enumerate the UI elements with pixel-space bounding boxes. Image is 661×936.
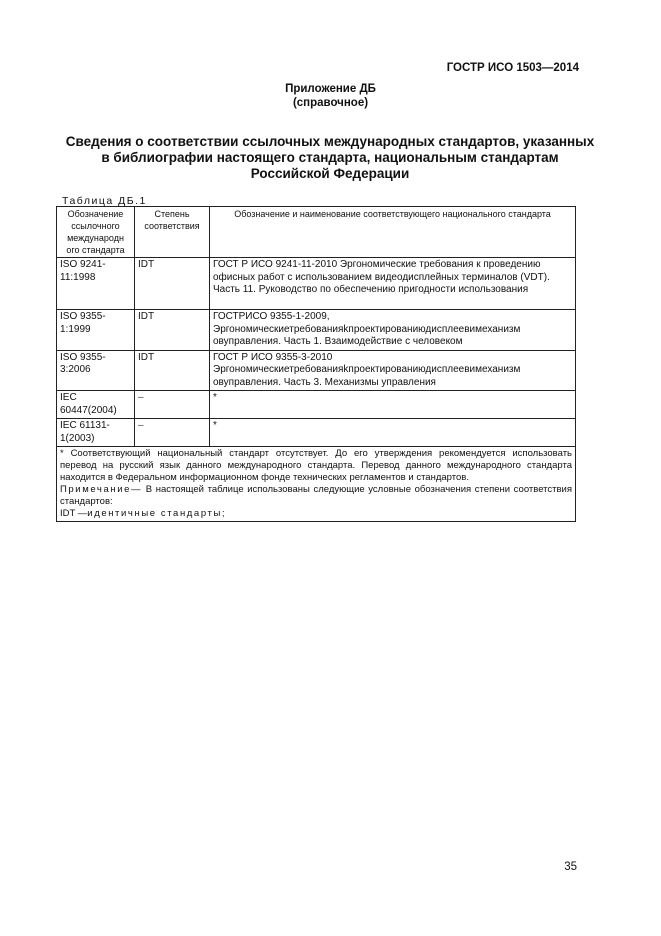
table-row xyxy=(57,419,576,447)
cell-ref: IEC 60447(2004) xyxy=(57,391,135,419)
cell-degree: IDT xyxy=(135,258,210,310)
section-title xyxy=(40,134,620,182)
cell-ref: ISO 9355-3:2006 xyxy=(57,350,135,391)
cell-national: * xyxy=(210,419,576,447)
footnote-star: * Соответствующий национальный стандарт отсутствует. До его утверждения рекомендуется использовать перевод на русский язык данного международного стандарта. Перевод данного международного стандарта находится в Федеральном информационном фонде технических регламентов и стандартов. xyxy=(60,448,572,483)
document-code: ГОСТР ИСО 1503—2014 xyxy=(446,62,579,74)
header-degree-of-conformity: Степень соответствия xyxy=(135,207,210,258)
cell-ref: IEC 61131-1(2003) xyxy=(57,419,135,447)
table-footnote xyxy=(57,447,576,522)
idt-text: идентичные стандарты; xyxy=(87,508,227,519)
idt-code: IDT — xyxy=(60,508,88,519)
table-header-row xyxy=(57,207,576,258)
table-row xyxy=(57,258,576,310)
section-title-line-3: Российской Федерации xyxy=(250,166,410,181)
header-national-standard: Обозначение и наименование соответствующего национального стандарта xyxy=(210,207,576,258)
cell-degree: – xyxy=(135,391,210,419)
table-footnote-row xyxy=(57,447,576,522)
cell-ref: ISO 9241-11:1998 xyxy=(57,258,135,310)
cell-degree: IDT xyxy=(135,350,210,391)
note-label: Примечание— xyxy=(60,484,143,495)
cell-ref: ISO 9355-1:1999 xyxy=(57,310,135,351)
table-row xyxy=(57,350,576,391)
header-international-standard: Обозначение ссылочного международн ого стандарта xyxy=(57,207,135,258)
page-number: 35 xyxy=(564,861,577,873)
table-row xyxy=(57,310,576,351)
footnote-note xyxy=(60,484,572,508)
annex-subtitle: (справочное) xyxy=(292,97,369,109)
cell-degree: IDT xyxy=(135,310,210,351)
cell-degree: – xyxy=(135,419,210,447)
annex-heading xyxy=(0,82,661,110)
correspondence-table xyxy=(56,206,576,522)
footnote-idt xyxy=(60,508,572,520)
cell-national: ГОСТ Р ИСО 9355-3-2010 Эргономическиетребованияkпроектированиюдисплеевимеханизм овуправления. Часть 3. Механизмы управления xyxy=(210,350,576,391)
cell-national: ГОСТ Р ИСО 9241-11-2010 Эргономические требования к проведению офисных работ с использованием видеодисплейных терминалов (VDT). Часть 11. Руководство по обеспечению пригодности использования xyxy=(210,258,576,310)
section-title-line-1: Сведения о соответствии ссылочных международных стандартов, указанных xyxy=(65,134,595,149)
cell-national: * xyxy=(210,391,576,419)
annex-title: Приложение ДБ xyxy=(285,83,376,95)
table-row xyxy=(57,391,576,419)
table-caption: Таблица ДБ.1 xyxy=(62,195,147,207)
cell-national: ГОСТРИСО 9355-1-2009, Эргономическиетребованияkпроектированиюдисплеевимеханизм овуправления. Часть 1. Взаимодействие с человеком xyxy=(210,310,576,351)
note-text: В настоящей таблице использованы следующие условные обозначения степени соответствия стандартов: xyxy=(60,484,572,507)
section-title-line-2: в библиографии настоящего стандарта, национальным стандартам xyxy=(101,150,559,165)
